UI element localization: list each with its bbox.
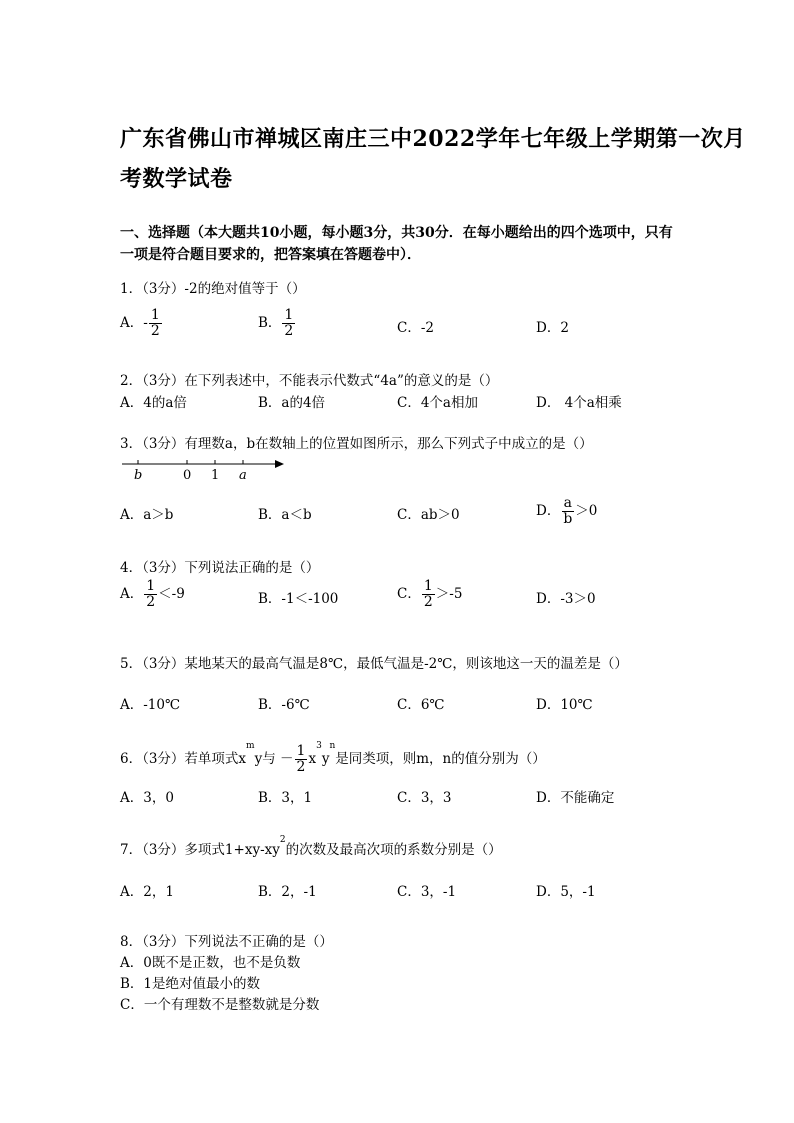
q5-option-a[interactable]: A．-10℃ [120, 697, 181, 713]
q6-exp-n: n [329, 741, 336, 751]
q4-c-den: 2 [423, 594, 433, 610]
q4-c-label: C． [397, 586, 421, 602]
q4-a-den: 2 [146, 594, 156, 610]
q1-option-a[interactable] [120, 308, 163, 339]
q4-option-a[interactable] [120, 579, 185, 610]
question-6-stem [120, 741, 546, 775]
label-a: a [239, 468, 247, 483]
q6-coef-fraction [295, 744, 308, 775]
q3-d-fraction [561, 496, 574, 527]
q1-option-b[interactable] [258, 308, 296, 339]
number-line-figure [118, 455, 288, 485]
q4-option-c[interactable] [397, 579, 462, 610]
q2-option-a[interactable]: A．4的a倍 [120, 395, 187, 411]
q7-exp-2: 2 [279, 835, 286, 845]
q1-a-den: 2 [150, 323, 160, 339]
q6-coef-num: 1 [296, 743, 306, 759]
q3-d-num: a [563, 495, 572, 511]
q1-b-label: B． [258, 315, 282, 331]
q3-d-label: D． [536, 503, 561, 519]
q4-c-fraction [422, 579, 435, 610]
page-title-line2: 考数学试卷 [120, 166, 233, 192]
q6-stem-pre: 6．（3分）若单项式x [120, 751, 247, 767]
q3-d-tail: ＞0 [575, 503, 598, 519]
q6-coef-sign: － [280, 751, 294, 767]
q3-option-d[interactable] [536, 496, 597, 527]
q6-option-b[interactable]: B．3，1 [258, 790, 313, 806]
q6-option-a[interactable]: A．3，0 [120, 790, 174, 806]
q7-option-d[interactable]: D．5，-1 [536, 884, 596, 900]
q1-a-fraction [149, 308, 162, 339]
q4-option-d[interactable]: D．-3＞0 [536, 591, 596, 607]
q3-d-den: b [563, 511, 573, 527]
q2-option-b[interactable]: B．a的4倍 [258, 395, 326, 411]
label-one: 1 [211, 468, 220, 483]
label-zero: 0 [183, 468, 192, 483]
q1-b-fraction [282, 308, 295, 339]
question-7-stem [120, 835, 502, 858]
q7-stem-post: 的次数及最高次项的系数分别是（） [285, 842, 502, 858]
question-8-stem: 8．（3分）下列说法不正确的是（） [120, 934, 333, 950]
q6-option-d[interactable]: D．不能确定 [536, 790, 615, 806]
q7-option-b[interactable]: B．2，-1 [258, 884, 317, 900]
q2-option-c[interactable]: C．4个a相加 [397, 395, 478, 411]
question-4-stem: 4．（3分）下列说法正确的是（） [120, 560, 320, 576]
q4-c-tail: ＞-5 [435, 586, 463, 602]
q6-stem-post: 是同类项，则m，n的值分别为（） [335, 751, 546, 767]
q2-option-d[interactable]: D． 4个a相乘 [536, 395, 622, 411]
q8-option-b[interactable]: B．1是绝对值最小的数 [120, 976, 261, 992]
q1-a-sign: - [143, 315, 148, 331]
q1-b-num: 1 [284, 307, 294, 323]
q4-a-num: 1 [146, 578, 156, 594]
label-b: b [134, 468, 143, 483]
q4-option-b[interactable]: B．-1＜-100 [258, 591, 339, 607]
q4-a-tail: ＜-9 [158, 586, 185, 602]
question-3-stem: 3．（3分）有理数a，b在数轴上的位置如图所示，那么下列式子中成立的是（） [120, 436, 593, 452]
number-line-arrow [275, 460, 284, 468]
q8-option-a[interactable]: A．0既不是正数，也不是负数 [120, 955, 301, 971]
q7-option-a[interactable]: A．2，1 [120, 884, 174, 900]
q3-option-c[interactable]: C．ab＞0 [397, 507, 460, 523]
q1-option-c[interactable]: C．-2 [397, 320, 434, 336]
q1-a-label: A． [120, 315, 144, 331]
q6-exp-m: m [246, 741, 255, 751]
q7-stem-pre: 7．（3分）多项式1+xy-xy [120, 842, 280, 858]
q1-option-d[interactable]: D．2 [536, 320, 569, 336]
q4-a-fraction [144, 579, 157, 610]
q1-b-den: 2 [284, 323, 294, 339]
q6-term-y: y [321, 751, 330, 767]
q7-option-c[interactable]: C．3，-1 [397, 884, 457, 900]
q3-option-a[interactable]: A．a＞b [120, 507, 174, 523]
q6-stem-mid: y与 [254, 751, 276, 767]
q6-exp-3: 3 [316, 741, 322, 751]
q8-option-c[interactable]: C．一个有理数不是整数就是分数 [120, 997, 320, 1013]
q1-a-num: 1 [150, 307, 160, 323]
question-2-stem: 2．（3分）在下列表述中，不能表示代数式“4a”的意义的是（） [120, 373, 499, 389]
q4-a-label: A． [120, 586, 144, 602]
q4-c-num: 1 [423, 578, 433, 594]
q3-option-b[interactable]: B．a＜b [258, 507, 312, 523]
section-heading: 一、选择题（本大题共10小题，每小题3分，共30分．在每小题给出的四个选项中，只有一项是符合题目要求的，把答案填在答题卷中）． [120, 225, 673, 263]
question-1-stem: 1．（3分）-2的绝对值等于（） [120, 281, 306, 297]
q6-term-x: x [308, 751, 317, 767]
page-title-line1: 广东省佛山市禅城区南庄三中2022学年七年级上学期第一次月 [120, 126, 746, 152]
q5-option-d[interactable]: D．10℃ [536, 697, 593, 713]
q6-coef-den: 2 [296, 759, 306, 775]
q5-option-b[interactable]: B．-6℃ [258, 697, 310, 713]
q6-option-c[interactable]: C．3，3 [397, 790, 452, 806]
q5-option-c[interactable]: C．6℃ [397, 697, 445, 713]
question-5-stem: 5．（3分）某地某天的最高气温是8℃，最低气温是-2℃，则该地这一天的温差是（） [120, 656, 628, 672]
